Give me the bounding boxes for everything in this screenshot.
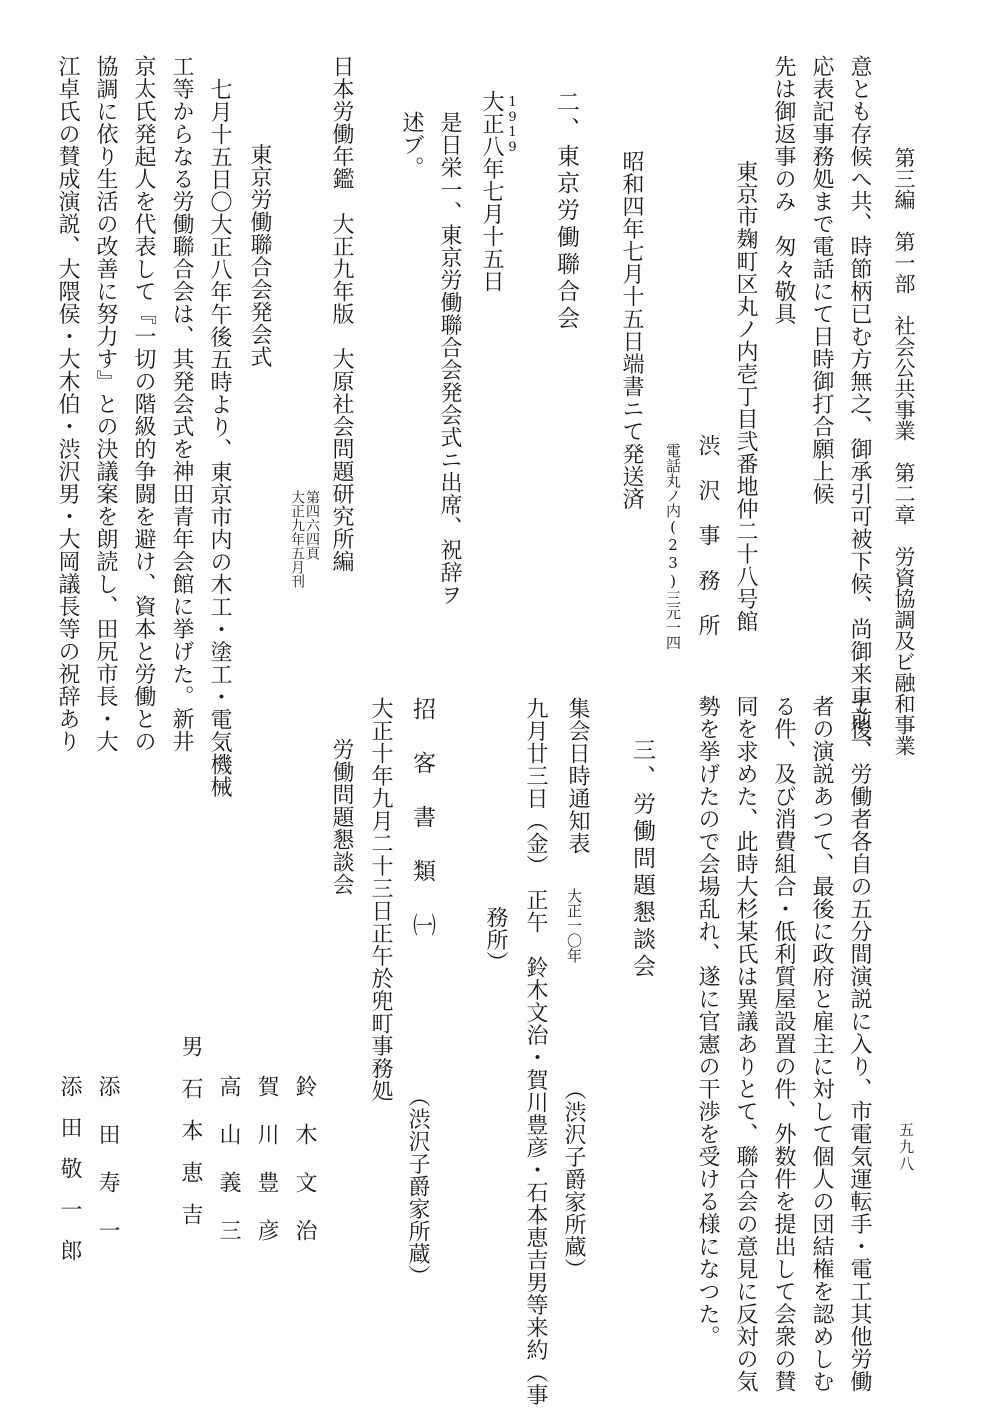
cont-line-4: 同を求めた、此時大杉某氏は異議ありとて、聯合会の意見に反対の気: [733, 695, 758, 1393]
running-head: 第三編 第一部 社会公共事業 第二章 労資協調及ビ融和事業: [892, 147, 916, 756]
invitee-name-6: 添田敬一郎: [57, 1075, 82, 1280]
sender-office: 渋 沢 事 務 所: [695, 434, 720, 637]
entry-date: 大正八年七月十五日: [479, 90, 504, 293]
notice-entry-cont: 務所）: [483, 906, 508, 974]
cont-line-2: 者の演説あつて、最後に政府と雇主に対して個人の団結権を認めしむ: [809, 695, 834, 1393]
cont-line-1: て後、労働者各自の五分間演説に入り、市電気運転手・電工其他労働: [847, 695, 872, 1393]
article-title: 東京労働聯合会発会式: [247, 143, 272, 368]
invitation-date: 大正十年九月二十三日正午於兜町事務処: [368, 697, 393, 1102]
provenance-1: （渋沢子爵家所蔵）: [561, 1078, 586, 1281]
source-pages-2: 大正九年五月刊: [289, 490, 305, 588]
page-number: 五九八: [897, 1122, 915, 1173]
entry-line-1: 是日栄一、東京労働聯合会発会式ニ出席、祝辞ヲ: [437, 111, 462, 606]
article-line-2: 工等からなる労働聯合会は、其発会式を神田青年会館に挙げた。新井: [169, 55, 194, 753]
sender-address: 東京市麹町区丸ノ内壱丁目弐番地仲二十八号館: [733, 160, 758, 633]
host-name: 労働問題懇談会: [329, 738, 354, 896]
section-2-title: 二、東京労働聯合会: [553, 90, 579, 333]
cont-line-3: る件、及び消費組合・低利質屋設置の件、外数件を提出して会衆の賛: [771, 695, 796, 1393]
article-line-5: 江卓氏の賛成演説、大隈侯・大木伯・渋沢男・大岡議長等の祝辞あり: [55, 55, 80, 753]
invitee-name-1: 鈴木文治: [292, 1075, 317, 1267]
section-3-title: 三、労働問題懇談会: [629, 738, 655, 981]
article-line-3: 京太氏発起人を代表して『一切の階級的争闘を避け、資本と労働との: [131, 55, 156, 753]
western-year: 1919: [505, 95, 520, 155]
entry-line-2: 述ブ。: [399, 111, 424, 179]
source-pages-1: 第四六四頁: [304, 490, 320, 560]
invitee-name-5: 添田寿一: [95, 1075, 120, 1267]
invitee-name-2: 賀川豊彦: [254, 1075, 279, 1267]
provenance-2: （渋沢子爵家所蔵）: [405, 1085, 430, 1288]
source-pages: [289, 490, 319, 588]
notice-title: 集会日時通知表: [565, 697, 590, 855]
invitee-name-4: 男石本恵吉: [178, 1035, 203, 1245]
cont-line-5: 勢を挙げたので会場乱れ、遂に官憲の干渉を受ける様になつた。: [695, 695, 720, 1348]
source-title: 日本労働年鑑 大正九年版 大原社会問題研究所編: [329, 55, 354, 573]
invitation-title: 招 客 書 類 ㈠: [409, 697, 435, 940]
letter-line-2: 応表記事務処まで電話にて日時御打合願上候: [809, 55, 834, 505]
sender-phone: 電話丸ノ内(23)三元一四: [664, 443, 682, 650]
article-line-4: 協調に依り生活の改善に努力す』との決議案を朗読し、田尻市長・大: [93, 55, 118, 753]
invitee-name-3: 高山義三: [216, 1075, 241, 1267]
notice-entry: 九月廿三日（金） 正午 鈴木文治・賀川豊彦・石本恵吉男等来約（事: [523, 697, 548, 1406]
sent-note: 昭和四年七月十五日端書ニて発送済: [619, 150, 644, 510]
notice-year: 大正一〇年: [565, 888, 583, 963]
article-line-1: 七月十五日〇大正八年午後五時より、東京市内の木工・塗工・電気機械: [207, 78, 232, 798]
letter-line-3: 先は御返事のみ 匆々敬具: [771, 55, 796, 325]
letter-line-1: 意とも存候へ共、時節柄已む方無之、御承引可被下候、尚御来車前一: [847, 55, 872, 753]
